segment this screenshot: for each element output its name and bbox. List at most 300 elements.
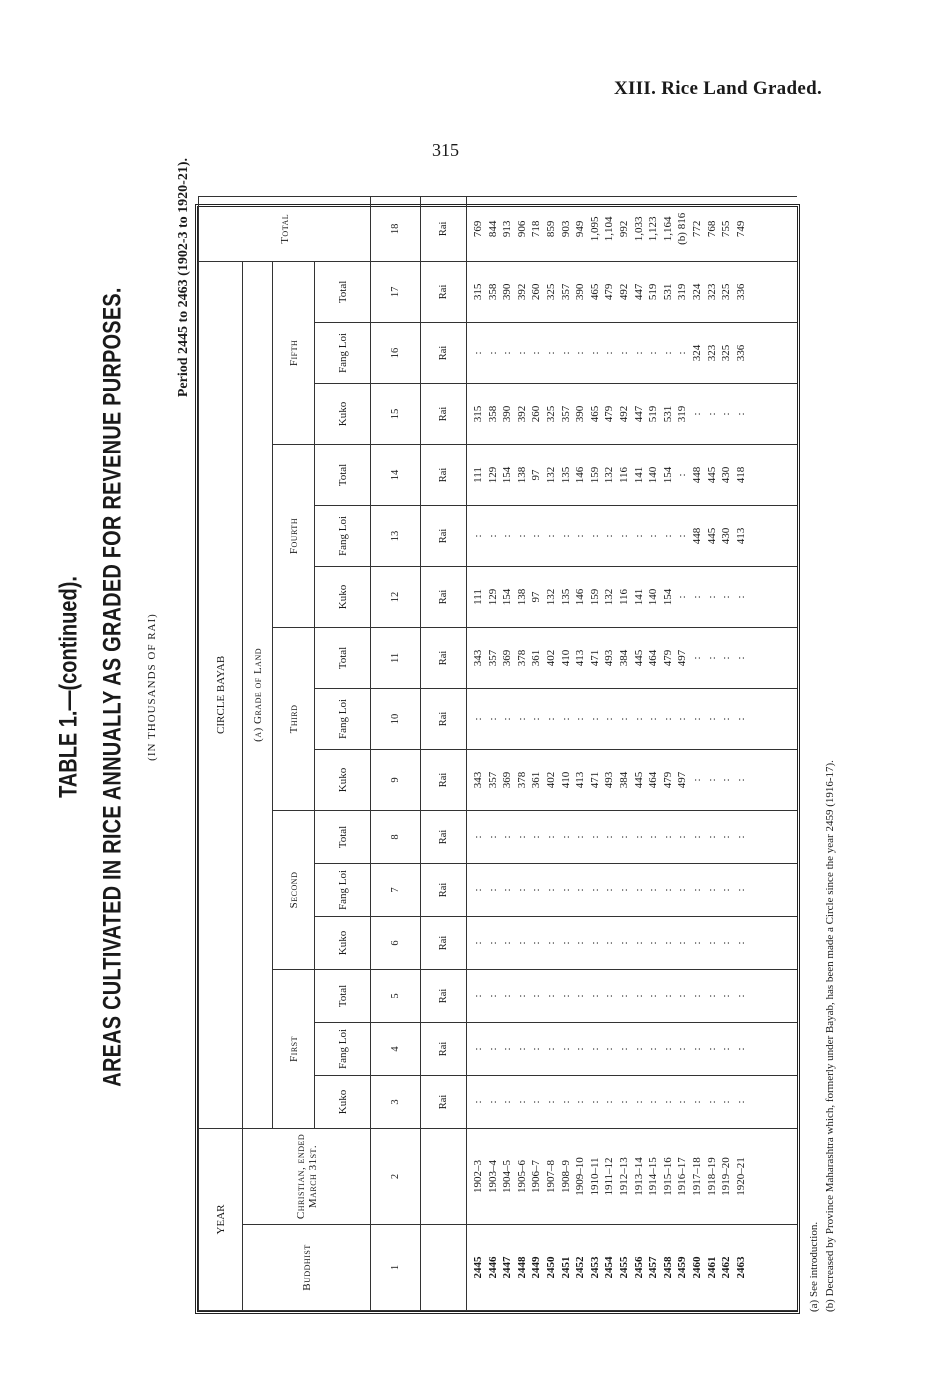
data-cell: : bbox=[588, 994, 601, 998]
data-cell: : bbox=[588, 941, 601, 945]
data-cell: 378 bbox=[515, 649, 528, 667]
data-cell: : bbox=[661, 941, 674, 945]
data-cell: : bbox=[632, 717, 645, 721]
data-cell: : bbox=[676, 888, 689, 892]
data-cell: 464 bbox=[647, 771, 660, 789]
data-cell: : bbox=[690, 595, 703, 599]
data-cell: : bbox=[734, 656, 747, 660]
data-cell: : bbox=[574, 1047, 587, 1051]
data-cell: : bbox=[720, 835, 733, 839]
data-column-fifth-fang bbox=[467, 322, 798, 383]
sub-kuko: Kuko bbox=[315, 383, 371, 444]
grade-fifth: Fifth bbox=[273, 261, 315, 444]
unit-label: Rai bbox=[421, 627, 467, 688]
grade-fourth: Fourth bbox=[273, 444, 315, 627]
data-cell: 390 bbox=[574, 283, 587, 301]
data-column-third-kuko bbox=[467, 749, 798, 810]
data-cell: : bbox=[647, 1100, 660, 1104]
data-cell: : bbox=[501, 351, 514, 355]
data-cell: : bbox=[559, 1047, 572, 1051]
data-cell: : bbox=[486, 1047, 499, 1051]
data-cell: 519 bbox=[647, 405, 660, 423]
data-cell: 1920–21 bbox=[734, 1157, 747, 1196]
grade-header: (a) Grade of Land bbox=[243, 261, 273, 1128]
unit-label: Rai bbox=[421, 688, 467, 749]
data-cell: : bbox=[559, 835, 572, 839]
data-cell: 323 bbox=[705, 283, 718, 301]
data-cell: : bbox=[530, 888, 543, 892]
data-cell: 2447 bbox=[501, 1256, 514, 1279]
data-column-empty bbox=[467, 1075, 798, 1128]
data-cell: : bbox=[574, 1100, 587, 1104]
data-cell: 492 bbox=[617, 405, 630, 423]
data-cell: 319 bbox=[676, 405, 689, 423]
data-cell: 132 bbox=[603, 466, 616, 484]
footnote-a: (a) See introduction. bbox=[808, 1221, 820, 1312]
data-cell: : bbox=[588, 351, 601, 355]
data-cell: 2453 bbox=[588, 1256, 601, 1279]
data-cell: : bbox=[661, 994, 674, 998]
data-column-empty bbox=[467, 969, 798, 1022]
column-number: 8 bbox=[371, 810, 421, 863]
sub-fang-loi: Fang Loi bbox=[315, 863, 371, 916]
data-cell: : bbox=[603, 1100, 616, 1104]
data-cell: : bbox=[501, 941, 514, 945]
data-cell: : bbox=[690, 412, 703, 416]
data-cell: 949 bbox=[574, 220, 587, 238]
data-cell: : bbox=[544, 1047, 557, 1051]
data-cell: : bbox=[472, 994, 484, 998]
data-cell: 324 bbox=[690, 283, 703, 301]
column-number: 14 bbox=[371, 444, 421, 505]
data-cell: 325 bbox=[720, 283, 733, 301]
data-cell: 531 bbox=[661, 283, 674, 301]
data-cell: 1913–14 bbox=[632, 1157, 645, 1196]
data-cell: : bbox=[472, 941, 484, 945]
data-cell: 2450 bbox=[544, 1256, 557, 1279]
data-cell: : bbox=[501, 534, 514, 538]
data-cell: 1904–5 bbox=[501, 1160, 514, 1193]
data-cell: : bbox=[501, 1100, 514, 1104]
data-cell: : bbox=[530, 351, 543, 355]
data-cell: 448 bbox=[690, 527, 703, 545]
column-number: 13 bbox=[371, 505, 421, 566]
data-cell: 772 bbox=[690, 220, 703, 238]
data-cell: 315 bbox=[472, 283, 484, 301]
data-cell: 378 bbox=[515, 771, 528, 789]
data-cell: : bbox=[544, 717, 557, 721]
data-cell: 464 bbox=[647, 649, 660, 667]
data-cell: 260 bbox=[530, 283, 543, 301]
data-cell: 138 bbox=[515, 588, 528, 606]
data-cell: 1912–13 bbox=[617, 1157, 630, 1196]
data-cell: 1911–12 bbox=[603, 1157, 616, 1196]
data-cell: 159 bbox=[588, 588, 601, 606]
data-cell: : bbox=[603, 351, 616, 355]
data-cell: : bbox=[734, 888, 747, 892]
column-number: 16 bbox=[371, 322, 421, 383]
data-cell: : bbox=[632, 835, 645, 839]
data-cell: 343 bbox=[472, 649, 484, 667]
data-cell: : bbox=[632, 1047, 645, 1051]
unit-label: Rai bbox=[421, 444, 467, 505]
data-cell: : bbox=[486, 941, 499, 945]
data-cell: : bbox=[720, 717, 733, 721]
sub-kuko: Kuko bbox=[315, 1075, 371, 1128]
data-column-third-fang bbox=[467, 688, 798, 749]
column-number: 10 bbox=[371, 688, 421, 749]
data-cell: 132 bbox=[603, 588, 616, 606]
data-cell: : bbox=[690, 994, 703, 998]
data-cell: : bbox=[690, 1100, 703, 1104]
data-cell: : bbox=[617, 994, 630, 998]
unit-label: Rai bbox=[421, 1022, 467, 1075]
data-cell: 325 bbox=[720, 344, 733, 362]
data-cell: 2459 bbox=[676, 1256, 689, 1279]
rice-land-table bbox=[198, 196, 797, 1311]
data-cell: : bbox=[647, 835, 660, 839]
data-cell: 769 bbox=[472, 220, 484, 238]
column-number: 7 bbox=[371, 863, 421, 916]
data-cell: 445 bbox=[632, 771, 645, 789]
data-cell: : bbox=[720, 412, 733, 416]
data-cell: 369 bbox=[501, 649, 514, 667]
unit-label: Rai bbox=[421, 916, 467, 969]
data-cell: 2456 bbox=[632, 1256, 645, 1279]
data-cell: : bbox=[501, 1047, 514, 1051]
data-cell: : bbox=[486, 717, 499, 721]
data-cell: : bbox=[690, 835, 703, 839]
data-cell: : bbox=[661, 1047, 674, 1051]
sub-kuko: Kuko bbox=[315, 566, 371, 627]
data-cell: : bbox=[690, 778, 703, 782]
data-cell: : bbox=[676, 1047, 689, 1051]
column-number: 2 bbox=[371, 1128, 421, 1224]
data-cell: 410 bbox=[559, 771, 572, 789]
data-cell: 1919–20 bbox=[720, 1157, 733, 1196]
unit-label: Rai bbox=[421, 749, 467, 810]
data-cell: 445 bbox=[705, 527, 718, 545]
data-cell: 859 bbox=[544, 220, 557, 238]
data-cell: 2455 bbox=[617, 1256, 630, 1279]
data-cell: : bbox=[617, 717, 630, 721]
data-cell: 410 bbox=[559, 649, 572, 667]
data-cell: 390 bbox=[574, 405, 587, 423]
data-cell: 154 bbox=[661, 466, 674, 484]
data-cell: : bbox=[472, 351, 484, 355]
data-cell: : bbox=[515, 835, 528, 839]
data-cell: : bbox=[486, 835, 499, 839]
data-cell: 479 bbox=[603, 283, 616, 301]
data-column-fifth-total bbox=[467, 261, 798, 322]
data-column-grand-total bbox=[467, 196, 798, 261]
data-cell: : bbox=[574, 351, 587, 355]
sub-fang-loi: Fang Loi bbox=[315, 322, 371, 383]
unit-label: Rai bbox=[421, 863, 467, 916]
data-cell: 361 bbox=[530, 771, 543, 789]
data-cell: 402 bbox=[544, 771, 557, 789]
data-cell: 2452 bbox=[574, 1256, 587, 1279]
data-cell: 749 bbox=[734, 220, 747, 238]
data-cell: 2445 bbox=[472, 1256, 484, 1279]
data-cell: 141 bbox=[632, 588, 645, 606]
data-cell: : bbox=[559, 888, 572, 892]
data-column-buddhist-years bbox=[467, 1225, 798, 1311]
data-cell: : bbox=[661, 835, 674, 839]
data-cell: : bbox=[617, 835, 630, 839]
units-note: (IN THOUSANDS OF RAI) bbox=[146, 613, 158, 761]
data-cell: : bbox=[559, 717, 572, 721]
sub-total: Total bbox=[315, 444, 371, 505]
data-cell: : bbox=[501, 717, 514, 721]
data-cell: (b) 816 bbox=[676, 212, 689, 245]
data-cell: 111 bbox=[472, 467, 484, 483]
data-cell: 141 bbox=[632, 466, 645, 484]
sub-kuko: Kuko bbox=[315, 916, 371, 969]
data-cell: 154 bbox=[661, 588, 674, 606]
data-cell: 315 bbox=[472, 405, 484, 423]
data-cell: : bbox=[734, 1100, 747, 1104]
data-cell: 154 bbox=[501, 466, 514, 484]
data-cell: 413 bbox=[574, 771, 587, 789]
column-number: 18 bbox=[371, 196, 421, 261]
data-cell: : bbox=[661, 1100, 674, 1104]
data-cell: 718 bbox=[530, 220, 543, 238]
data-cell: 336 bbox=[734, 283, 747, 301]
data-column-fifth-kuko bbox=[467, 383, 798, 444]
data-cell: : bbox=[705, 595, 718, 599]
data-cell: : bbox=[734, 1047, 747, 1051]
data-cell: 132 bbox=[544, 588, 557, 606]
data-cell: : bbox=[603, 994, 616, 998]
data-cell: : bbox=[617, 534, 630, 538]
data-cell: 116 bbox=[617, 466, 630, 484]
data-cell: : bbox=[734, 835, 747, 839]
data-cell: 97 bbox=[530, 591, 543, 603]
data-cell: 418 bbox=[734, 466, 747, 484]
data-cell: : bbox=[661, 351, 674, 355]
data-cell: : bbox=[676, 994, 689, 998]
data-cell: : bbox=[705, 1047, 718, 1051]
unit-label: Rai bbox=[421, 322, 467, 383]
data-cell: : bbox=[530, 1100, 543, 1104]
data-cell: : bbox=[486, 1100, 499, 1104]
data-cell: : bbox=[705, 412, 718, 416]
data-cell: : bbox=[705, 888, 718, 892]
data-cell: : bbox=[530, 835, 543, 839]
data-cell: : bbox=[632, 994, 645, 998]
data-cell: : bbox=[501, 994, 514, 998]
data-cell: 1906–7 bbox=[530, 1160, 543, 1193]
data-cell: 336 bbox=[734, 344, 747, 362]
data-cell: 138 bbox=[515, 466, 528, 484]
data-cell: : bbox=[530, 941, 543, 945]
data-cell: : bbox=[559, 534, 572, 538]
data-cell: : bbox=[544, 888, 557, 892]
sub-fang-loi: Fang Loi bbox=[315, 1022, 371, 1075]
data-cell: : bbox=[676, 835, 689, 839]
table-frame bbox=[195, 204, 800, 1314]
data-cell: 1918–19 bbox=[705, 1157, 718, 1196]
column-number: 3 bbox=[371, 1075, 421, 1128]
data-cell: : bbox=[647, 351, 660, 355]
data-cell: 129 bbox=[486, 466, 499, 484]
data-cell: 154 bbox=[501, 588, 514, 606]
data-cell: 140 bbox=[647, 466, 660, 484]
data-cell: : bbox=[574, 835, 587, 839]
data-cell: : bbox=[720, 778, 733, 782]
data-cell: : bbox=[472, 534, 484, 538]
data-cell: : bbox=[530, 1047, 543, 1051]
data-cell: 1,104 bbox=[603, 216, 616, 242]
data-cell: : bbox=[515, 717, 528, 721]
unit-label: Rai bbox=[421, 383, 467, 444]
data-cell: 97 bbox=[530, 469, 543, 481]
data-cell: : bbox=[515, 941, 528, 945]
data-cell: : bbox=[720, 941, 733, 945]
data-cell: : bbox=[603, 835, 616, 839]
data-cell: : bbox=[603, 888, 616, 892]
data-cell: 146 bbox=[574, 588, 587, 606]
data-cell: : bbox=[661, 717, 674, 721]
grade-third: Third bbox=[273, 627, 315, 810]
section-title: XIII. Rice Land Graded. bbox=[613, 78, 822, 99]
column-number: 5 bbox=[371, 969, 421, 1022]
data-cell: 111 bbox=[472, 589, 484, 605]
table-title: TABLE 1.—(continued). bbox=[55, 576, 83, 798]
data-cell: : bbox=[647, 717, 660, 721]
data-cell: : bbox=[661, 534, 674, 538]
unit-label: Rai bbox=[421, 969, 467, 1022]
data-cell: 2449 bbox=[530, 1256, 543, 1279]
data-cell: : bbox=[690, 941, 703, 945]
data-cell: : bbox=[690, 888, 703, 892]
data-cell: : bbox=[574, 717, 587, 721]
data-cell: 357 bbox=[559, 405, 572, 423]
data-cell: : bbox=[647, 1047, 660, 1051]
data-cell: 1,123 bbox=[647, 216, 660, 242]
data-cell: : bbox=[676, 1100, 689, 1104]
data-cell: 358 bbox=[486, 405, 499, 423]
data-cell: : bbox=[647, 534, 660, 538]
data-cell: 471 bbox=[588, 649, 601, 667]
data-cell: 1,164 bbox=[661, 216, 674, 242]
data-cell: : bbox=[515, 534, 528, 538]
data-cell: 1915–16 bbox=[661, 1157, 674, 1196]
data-cell: : bbox=[603, 717, 616, 721]
grade-second: Second bbox=[273, 810, 315, 969]
data-cell: : bbox=[734, 941, 747, 945]
column-number: 11 bbox=[371, 627, 421, 688]
data-cell: : bbox=[720, 656, 733, 660]
sub-total: Total bbox=[315, 261, 371, 322]
data-cell: 140 bbox=[647, 588, 660, 606]
data-cell: 492 bbox=[617, 283, 630, 301]
unit-label: Rai bbox=[421, 196, 467, 261]
data-cell: 479 bbox=[603, 405, 616, 423]
data-cell: : bbox=[690, 656, 703, 660]
period-label: Period 2445 to 2463 (1902-3 to 1920-21). bbox=[176, 158, 191, 398]
data-cell: 493 bbox=[603, 649, 616, 667]
column-number: 4 bbox=[371, 1022, 421, 1075]
data-column-third-total bbox=[467, 627, 798, 688]
data-cell: 1905–6 bbox=[515, 1160, 528, 1193]
data-column-fourth-fang bbox=[467, 505, 798, 566]
data-cell: : bbox=[588, 717, 601, 721]
data-cell: : bbox=[705, 994, 718, 998]
data-cell: : bbox=[588, 1100, 601, 1104]
data-cell: 1917–18 bbox=[690, 1157, 703, 1196]
data-cell: : bbox=[603, 941, 616, 945]
data-cell: 497 bbox=[676, 649, 689, 667]
data-cell: : bbox=[486, 534, 499, 538]
grand-total-header: Total bbox=[199, 196, 371, 261]
data-cell: 430 bbox=[720, 527, 733, 545]
data-cell: : bbox=[720, 888, 733, 892]
data-cell: 358 bbox=[486, 283, 499, 301]
data-cell: : bbox=[559, 1100, 572, 1104]
data-column-fourth-kuko bbox=[467, 566, 798, 627]
data-cell: : bbox=[515, 994, 528, 998]
data-cell: 2446 bbox=[486, 1256, 499, 1279]
data-cell: : bbox=[676, 595, 689, 599]
sub-fang-loi: Fang Loi bbox=[315, 505, 371, 566]
column-number: 6 bbox=[371, 916, 421, 969]
data-cell: 497 bbox=[676, 771, 689, 789]
column-number: 1 bbox=[371, 1225, 421, 1311]
data-cell: 493 bbox=[603, 771, 616, 789]
data-cell: : bbox=[472, 888, 484, 892]
data-cell: : bbox=[544, 1100, 557, 1104]
data-cell: : bbox=[705, 656, 718, 660]
data-cell: 471 bbox=[588, 771, 601, 789]
data-column-christian-years bbox=[467, 1128, 798, 1224]
data-cell: : bbox=[486, 994, 499, 998]
unit-cell-empty bbox=[421, 1225, 467, 1311]
page-number: 315 bbox=[432, 140, 459, 160]
column-number: 15 bbox=[371, 383, 421, 444]
data-cell: : bbox=[486, 351, 499, 355]
data-cell: : bbox=[574, 534, 587, 538]
data-cell: : bbox=[676, 941, 689, 945]
data-cell: : bbox=[544, 351, 557, 355]
data-cell: 430 bbox=[720, 466, 733, 484]
data-cell: 906 bbox=[515, 220, 528, 238]
data-cell: 390 bbox=[501, 405, 514, 423]
data-cell: : bbox=[647, 888, 660, 892]
data-cell: 384 bbox=[617, 771, 630, 789]
data-cell: 1916–17 bbox=[676, 1157, 689, 1196]
data-cell: : bbox=[472, 1100, 484, 1104]
data-cell: : bbox=[632, 534, 645, 538]
sub-total: Total bbox=[315, 810, 371, 863]
data-cell: 357 bbox=[486, 649, 499, 667]
data-cell: : bbox=[705, 835, 718, 839]
data-cell: 479 bbox=[661, 771, 674, 789]
data-cell: : bbox=[720, 994, 733, 998]
data-cell: 1903–4 bbox=[486, 1160, 499, 1193]
data-cell: : bbox=[472, 1047, 484, 1051]
data-cell: : bbox=[705, 941, 718, 945]
data-cell: : bbox=[588, 835, 601, 839]
data-cell: 413 bbox=[574, 649, 587, 667]
data-cell: 116 bbox=[617, 588, 630, 606]
data-cell: 132 bbox=[544, 466, 557, 484]
data-cell: 369 bbox=[501, 771, 514, 789]
data-cell: 384 bbox=[617, 649, 630, 667]
data-cell: 465 bbox=[588, 283, 601, 301]
buddhist-header: Buddhist bbox=[243, 1225, 371, 1311]
